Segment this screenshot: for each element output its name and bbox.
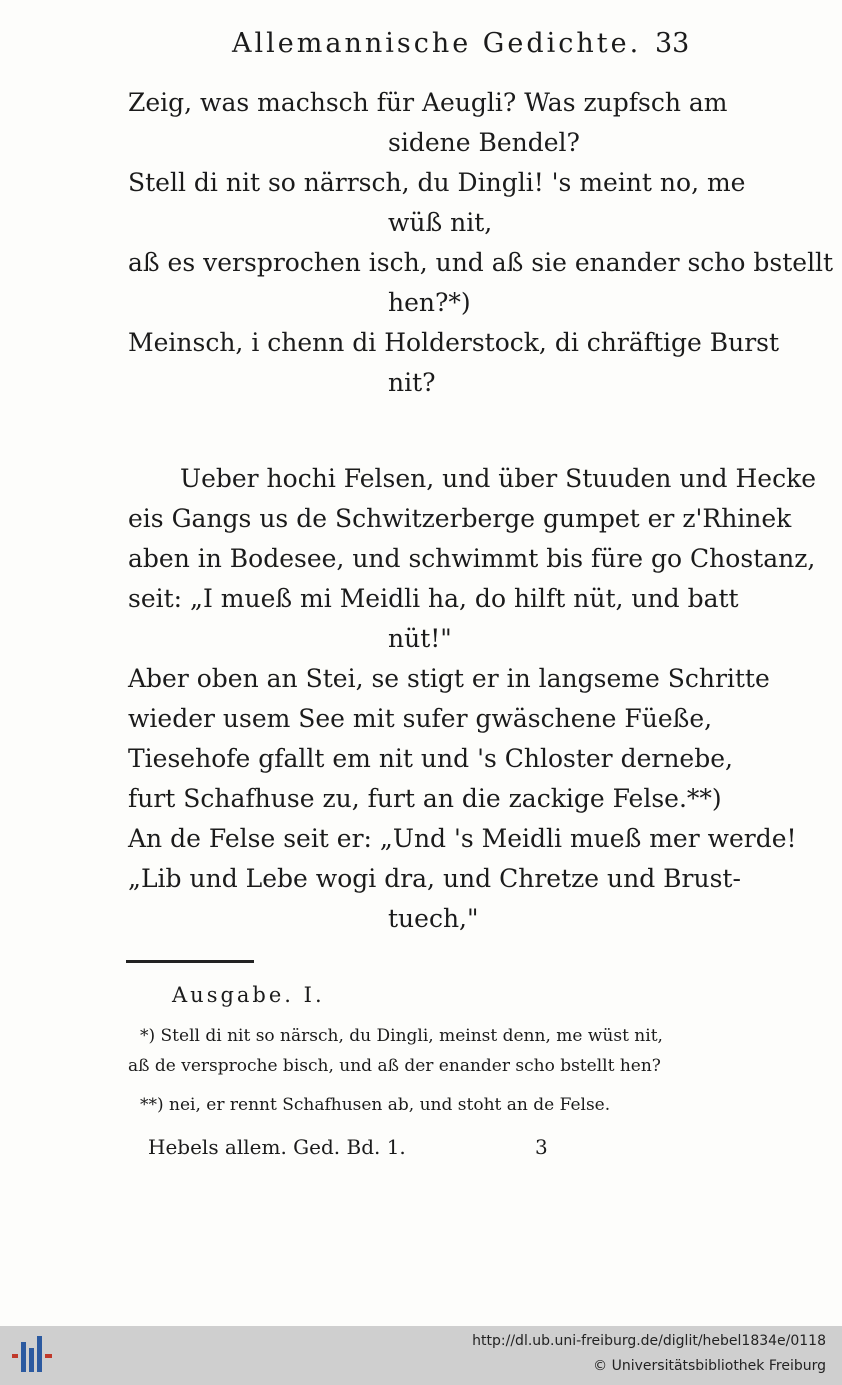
verse-line: Ueber hochi Felsen, und über Stuuden und Hecke	[180, 464, 817, 493]
verse-line: furt Schafhuse zu, furt an die zackige Felse.**)	[128, 784, 722, 813]
footnote-1-continued: aß de versproche bisch, und aß der enander scho bstellt hen?	[128, 1056, 661, 1076]
verse-line: Stell di nit so närrsch, du Dingli! 's meint no, me	[128, 168, 746, 197]
verse-line: sidene Bendel?	[388, 128, 580, 157]
copyright-notice: © Universitätsbibliothek Freiburg	[593, 1358, 826, 1374]
verse-line: eis Gangs us de Schwitzerberge gumpet er z'Rhinek	[128, 504, 792, 533]
verse-line: tuech,"	[388, 904, 479, 933]
footnote-1: *) Stell di nit so närsch, du Dingli, meinst denn, me wüst nit,	[140, 1026, 663, 1046]
verse-line: Tiesehofe gfallt em nit und 's Chloster dernebe,	[128, 744, 733, 773]
signature-line: Hebels allem. Ged. Bd. 1.	[148, 1135, 406, 1159]
verse-line: Zeig, was machsch für Aeugli? Was zupfsch am	[128, 88, 728, 117]
running-title: Allemannische Gedichte.	[232, 28, 642, 59]
verse-line: seit: „I mueß mi Meidli ha, do hilft nüt, und batt	[128, 584, 739, 613]
verse-line: hen?*)	[388, 288, 471, 317]
source-url[interactable]: http://dl.ub.uni-freiburg.de/diglit/hebel1834e/0118	[472, 1333, 826, 1349]
edition-label: Ausgabe. I.	[172, 983, 325, 1007]
verse-line: wieder usem See mit sufer gwäschene Füeße,	[128, 704, 713, 733]
verse-line: Aber oben an Stei, se stigt er in langseme Schritte	[128, 664, 770, 693]
verse-line: Meinsch, i chenn di Holderstock, di chräftige Burst	[128, 328, 780, 357]
footnote-divider	[126, 960, 254, 963]
verse-line: „Lib und Lebe wogi dra, und Chretze und Brust-	[128, 864, 741, 893]
verse-line: aß es versprochen isch, und aß sie enander scho bstellt	[128, 248, 834, 277]
verse-line: An de Felse seit er: „Und 's Meidli mueß mer werde!	[128, 824, 797, 853]
viewer-footer	[0, 1326, 842, 1385]
signature-number: 3	[535, 1135, 548, 1159]
verse-line: wüß nit,	[388, 208, 493, 237]
footnote-2: **) nei, er rennt Schafhusen ab, und stoht an de Felse.	[140, 1095, 611, 1115]
verse-line: nit?	[388, 368, 436, 397]
verse-line: aben in Bodesee, und schwimmt bis füre go Chostanz,	[128, 544, 816, 573]
page-number: 33	[655, 28, 690, 59]
library-logo-icon	[10, 1334, 54, 1378]
verse-line: nüt!"	[388, 624, 452, 653]
